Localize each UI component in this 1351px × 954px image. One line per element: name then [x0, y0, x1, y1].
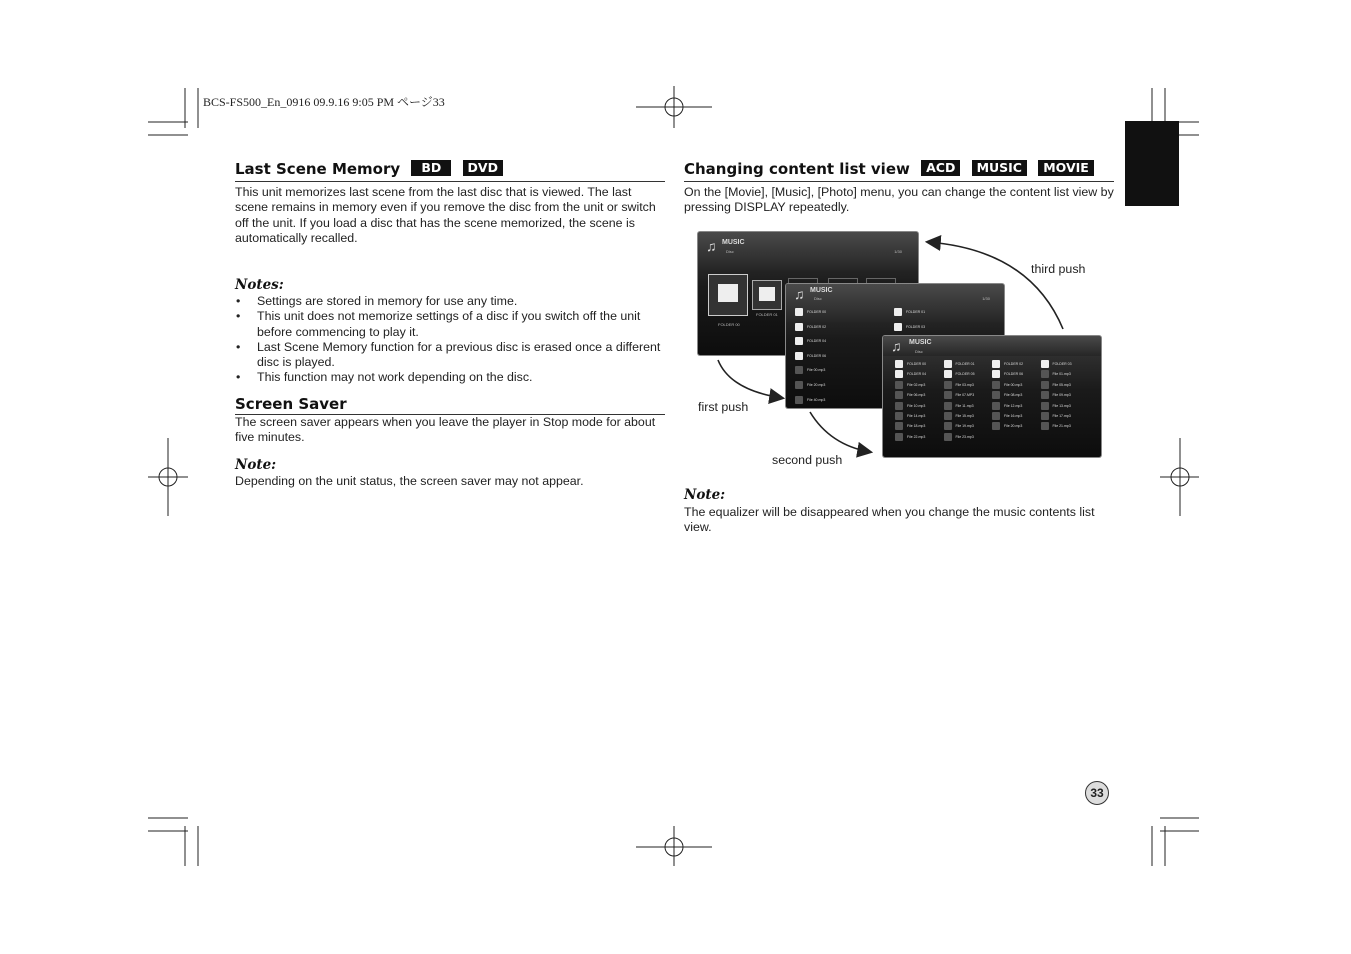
list-item-label: File 16.mp3: [1004, 414, 1023, 418]
third-push-arrow: [928, 242, 1063, 329]
badge-bd: BD: [411, 160, 451, 176]
list-item-label: File 22.mp3: [907, 434, 926, 439]
badge-acd: ACD: [921, 160, 960, 176]
list-item-label: FOLDER 01: [906, 310, 926, 314]
badge-music: MUSIC: [972, 160, 1027, 176]
list-item-label: File 05.mp3: [1052, 382, 1071, 387]
last-scene-body: This unit memorizes last scene from the last disc that is viewed. The last scene remains in memory even if you remove the disc from the unit or switch off the unit. If you load a disc that has the scene memorized, the scene is automatically recalled.: [235, 185, 656, 245]
badge-movie: MOVIE: [1038, 160, 1094, 176]
list-item-label: FOLDER 05: [955, 372, 975, 377]
thumb-label: FOLDER 00: [718, 322, 740, 327]
screen-saver-body: The screen saver appears when you leave the player in Stop mode for about five minutes.: [235, 415, 656, 445]
screen-counter: 1/30: [894, 249, 902, 254]
list-item-label: File 02.mp3: [907, 382, 926, 387]
content-list-note: The equalizer will be disappeared when you change the music contents list view.: [684, 505, 1095, 535]
notes-list: [235, 294, 665, 386]
list-item-label: File 17.mp3: [1052, 414, 1071, 418]
list-item-label: File 15.mp3: [955, 414, 974, 418]
heading-rule: [684, 181, 1114, 182]
list-item-label: File 21.mp3: [1052, 424, 1071, 429]
list-item-label: File 08.mp3: [1004, 393, 1023, 398]
list-item-label: FOLDER 04: [807, 339, 827, 344]
music-note-icon: ♫: [706, 238, 717, 254]
content-list-heading: [684, 160, 1094, 178]
list-item-label: FOLDER 06: [1004, 372, 1024, 377]
note-item: • Last Scene Memory function for a previous disc is erased once a different disc is played.: [235, 340, 665, 371]
list-item-label: File 12.mp3: [1004, 403, 1023, 408]
list-item-label: File 20.mp3: [807, 383, 826, 387]
list-item-label: FOLDER 02: [1004, 362, 1024, 366]
list-item-label: File 13.mp3: [1052, 403, 1071, 408]
notes-heading: Notes:: [235, 277, 284, 293]
list-item-label: File 01.mp3: [1052, 372, 1071, 377]
screen-counter: 1/30: [982, 296, 990, 301]
list-item-label: FOLDER 01: [955, 362, 975, 366]
caption-third-push: third push: [1031, 262, 1086, 276]
page-number: 33: [1085, 781, 1109, 805]
list-item-label: File 14.mp3: [907, 414, 926, 418]
music-note-icon: ♫: [794, 286, 805, 302]
screen-subtitle: Disc: [726, 249, 734, 254]
screen-title: MUSIC: [810, 287, 833, 294]
screen-subtitle: Disc: [814, 296, 822, 301]
note-item: • This function may not work depending on the disc.: [235, 370, 665, 385]
last-scene-heading: [235, 160, 503, 178]
list-item-label: File 09.mp3: [1052, 393, 1071, 398]
screen-title: MUSIC: [909, 339, 932, 346]
screen-subtitle: Disc: [915, 349, 923, 354]
list-item-label: File 40.mp3: [807, 397, 826, 402]
screen-saver-note: Depending on the unit status, the screen saver may not appear.: [235, 474, 584, 488]
content-list-body: On the [Movie], [Music], [Photo] menu, you can change the content list view by pressing DISPLAY repeatedly.: [684, 185, 1114, 215]
note-item: • This unit does not memorize settings of a disc if you switch off the unit before commencing to play it.: [235, 309, 665, 340]
first-push-arrow: [718, 360, 782, 398]
list-item-label: File 07.MP3: [955, 393, 975, 398]
list-item-label: FOLDER 03: [906, 324, 926, 329]
list-item-label: File 19.mp3: [955, 424, 974, 429]
caption-first-push: first push: [698, 400, 749, 414]
list-item-label: File 11.mp3: [955, 403, 974, 408]
list-item-label: File 23.mp3: [955, 434, 974, 439]
note-heading: Note:: [235, 457, 277, 473]
last-scene-title: Last Scene Memory: [235, 160, 401, 178]
list-item-label: FOLDER 00: [907, 362, 927, 366]
content-list-title: Changing content list view: [684, 160, 910, 178]
list-item-label: FOLDER 04: [907, 372, 927, 377]
list-item-label: File 03.mp3: [955, 382, 974, 387]
note-heading: Note:: [684, 487, 726, 503]
section-tab: [1125, 121, 1179, 206]
print-header: BCS-FS500_En_0916 09.9.16 9:05 PM ページ33: [203, 95, 445, 109]
list-item-label: File 20.mp3: [1004, 424, 1023, 429]
list-item-label: FOLDER 03: [1052, 362, 1072, 366]
list-item-label: File 06.mp3: [907, 393, 926, 398]
screen-title: MUSIC: [722, 239, 745, 246]
caption-second-push: second push: [772, 453, 843, 467]
list-item-label: FOLDER 00: [807, 310, 827, 314]
list-item-label: File 10.mp3: [907, 403, 926, 408]
thumb-label: FOLDER 01: [756, 312, 778, 317]
second-push-arrow: [810, 412, 870, 452]
screen-saver-heading: Screen Saver: [235, 395, 347, 413]
list-item-label: File 00.mp3: [807, 368, 826, 373]
badge-dvd: DVD: [463, 160, 503, 176]
heading-rule: [235, 181, 665, 182]
list-item-label: File 00.mp3: [1004, 382, 1023, 387]
list-item-label: FOLDER 02: [807, 324, 827, 329]
list-item-label: FOLDER 06: [807, 353, 827, 358]
music-note-icon: ♫: [891, 338, 902, 354]
note-item: • Settings are stored in memory for use any time.: [235, 294, 665, 309]
list-item-label: File 18.mp3: [907, 424, 926, 429]
